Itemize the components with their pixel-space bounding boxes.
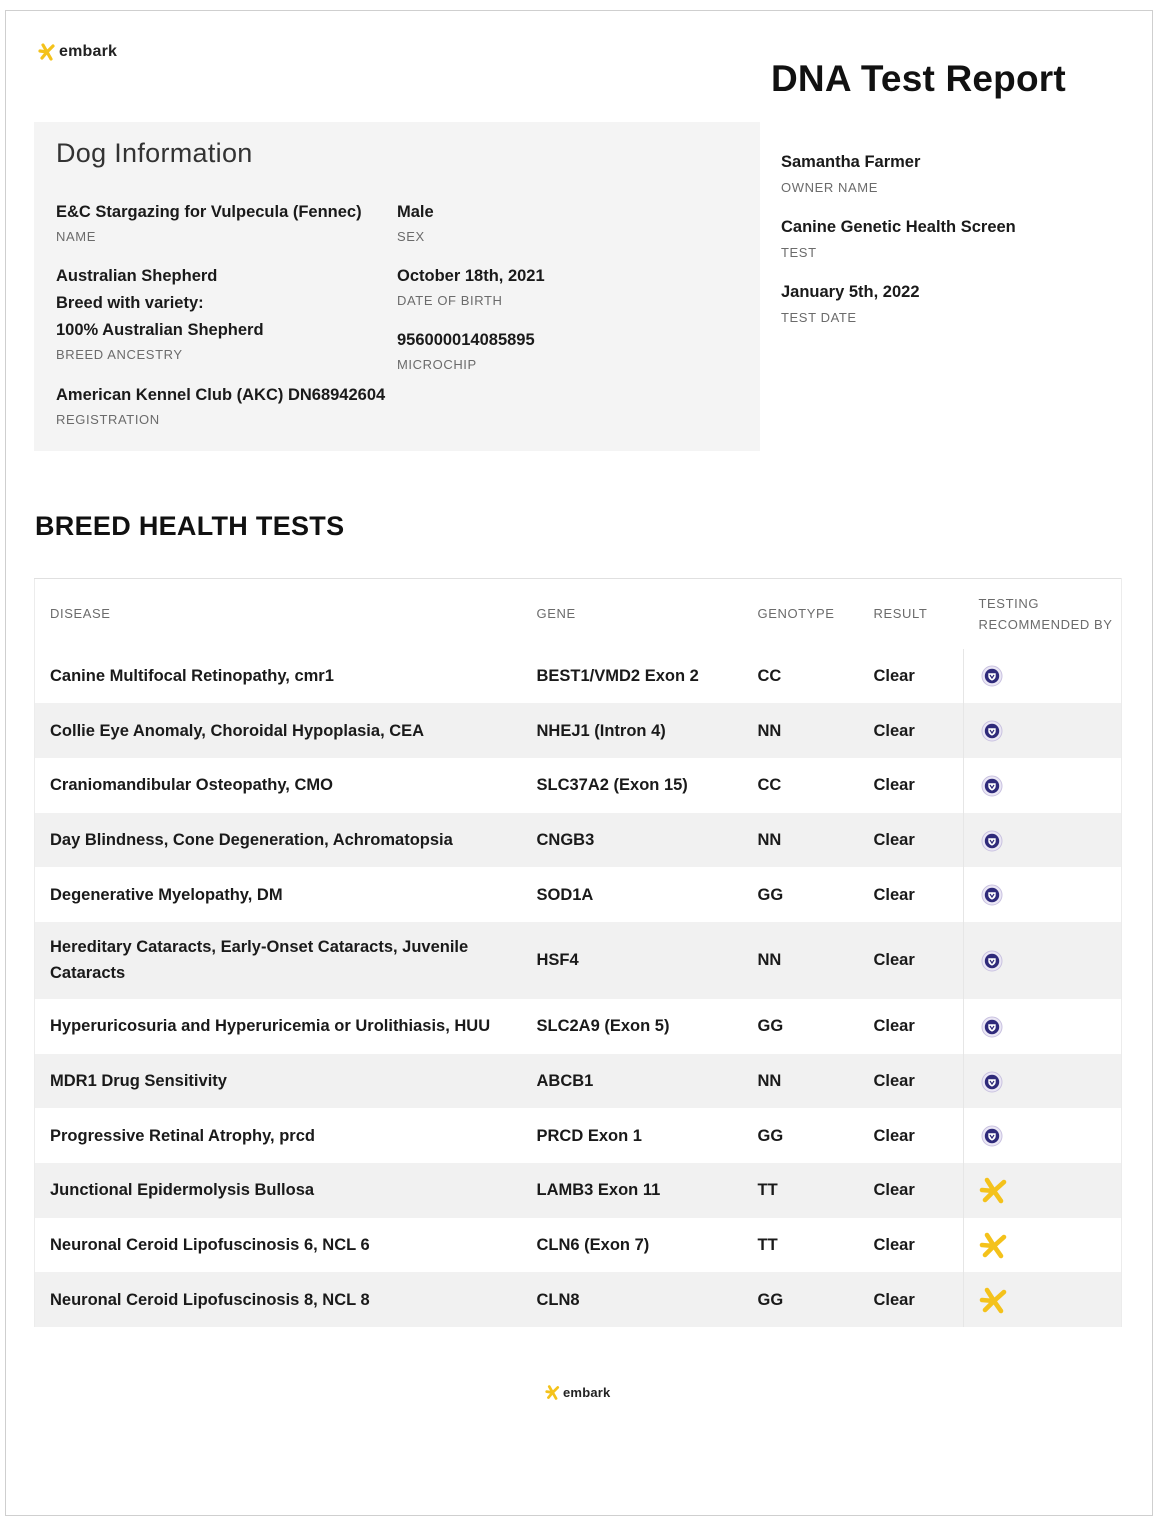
cell-recommended-by bbox=[964, 867, 1122, 922]
cell-disease: Progressive Retinal Atrophy, prcd bbox=[35, 1108, 537, 1163]
cell-result: Clear bbox=[874, 1272, 964, 1327]
ofa-shield-icon bbox=[979, 886, 1003, 904]
cell-gene: SLC2A9 (Exon 5) bbox=[537, 999, 758, 1054]
breed-line-1: Australian Shepherd bbox=[56, 267, 218, 285]
report-title: DNA Test Report bbox=[771, 58, 1066, 99]
embark-wordmark: embark bbox=[59, 43, 118, 60]
cell-genotype: CC bbox=[758, 649, 874, 704]
ofa-shield-icon bbox=[979, 722, 1003, 740]
breed-health-tests-title: BREED HEALTH TESTS bbox=[35, 511, 345, 541]
cell-genotype: NN bbox=[758, 1054, 874, 1109]
cell-disease: Hereditary Cataracts, Early-Onset Cataracts, Juvenile Cataracts bbox=[35, 922, 537, 999]
cell-result: Clear bbox=[874, 999, 964, 1054]
cell-result: Clear bbox=[874, 922, 964, 999]
cell-gene: BEST1/VMD2 Exon 2 bbox=[537, 649, 758, 704]
cell-recommended-by bbox=[964, 999, 1122, 1054]
cell-recommended-by bbox=[964, 758, 1122, 813]
cell-disease: MDR1 Drug Sensitivity bbox=[35, 1054, 537, 1109]
cell-recommended-by bbox=[964, 1272, 1122, 1327]
cell-gene: PRCD Exon 1 bbox=[537, 1108, 758, 1163]
cell-genotype: GG bbox=[758, 999, 874, 1054]
embark-star-icon bbox=[979, 1181, 1013, 1199]
column-header-disease: DISEASE bbox=[35, 579, 537, 649]
test-date-value: January 5th, 2022 bbox=[781, 283, 920, 301]
column-header-recommended-by bbox=[964, 579, 1122, 649]
cell-result: Clear bbox=[874, 1054, 964, 1109]
cell-recommended-by bbox=[964, 922, 1122, 999]
cell-result: Clear bbox=[874, 758, 964, 813]
table-row bbox=[35, 1272, 1122, 1327]
cell-gene: ABCB1 bbox=[537, 1054, 758, 1109]
column-header-genotype: GENOTYPE bbox=[758, 579, 874, 649]
ofa-shield-icon bbox=[979, 1127, 1003, 1145]
dog-sex-field bbox=[397, 199, 434, 244]
column-header-recommended-line1: TESTING bbox=[978, 595, 1040, 611]
breed-line-3: 100% Australian Shepherd bbox=[56, 321, 264, 339]
cell-genotype: NN bbox=[758, 922, 874, 999]
table-row bbox=[35, 813, 1122, 868]
test-field bbox=[781, 218, 1016, 260]
cell-genotype: TT bbox=[758, 1163, 874, 1218]
date-of-birth-label: DATE OF BIRTH bbox=[397, 293, 503, 308]
date-of-birth-value: October 18th, 2021 bbox=[397, 267, 545, 285]
cell-recommended-by bbox=[964, 1054, 1122, 1109]
breed-health-tests-table bbox=[34, 578, 1122, 1327]
ofa-shield-icon bbox=[979, 776, 1003, 794]
embark-star-icon bbox=[38, 42, 58, 62]
table-row bbox=[35, 867, 1122, 922]
test-value: Canine Genetic Health Screen bbox=[781, 218, 1016, 236]
table-row bbox=[35, 1163, 1122, 1218]
table-row bbox=[35, 1054, 1122, 1109]
cell-genotype: GG bbox=[758, 1108, 874, 1163]
owner-name-label: OWNER NAME bbox=[781, 180, 878, 195]
cell-genotype: NN bbox=[758, 813, 874, 868]
cell-gene: CNGB3 bbox=[537, 813, 758, 868]
cell-disease: Degenerative Myelopathy, DM bbox=[35, 867, 537, 922]
dog-information-panel bbox=[34, 122, 760, 451]
embark-footer-logo bbox=[545, 1384, 610, 1401]
registration-value: American Kennel Club (AKC) DN68942604 bbox=[56, 386, 386, 404]
cell-disease: Neuronal Ceroid Lipofuscinosis 6, NCL 6 bbox=[35, 1218, 537, 1273]
embark-footer-wordmark: embark bbox=[563, 1385, 611, 1400]
cell-recommended-by bbox=[964, 703, 1122, 758]
owner-name-field bbox=[781, 153, 920, 195]
column-header-recommended-line2: RECOMMENDED BY bbox=[978, 616, 1113, 632]
cell-disease: Neuronal Ceroid Lipofuscinosis 8, NCL 8 bbox=[35, 1272, 537, 1327]
cell-recommended-by bbox=[964, 1108, 1122, 1163]
cell-disease: Craniomandibular Osteopathy, CMO bbox=[35, 758, 537, 813]
column-header-gene: GENE bbox=[537, 579, 758, 649]
cell-recommended-by bbox=[964, 649, 1122, 704]
table-row bbox=[35, 758, 1122, 813]
cell-result: Clear bbox=[874, 1108, 964, 1163]
test-label: TEST bbox=[781, 245, 817, 260]
cell-gene: NHEJ1 (Intron 4) bbox=[537, 703, 758, 758]
test-date-field bbox=[781, 283, 920, 325]
cell-genotype: NN bbox=[758, 703, 874, 758]
cell-disease: Junctional Epidermolysis Bullosa bbox=[35, 1163, 537, 1218]
microchip-value: 956000014085895 bbox=[397, 331, 535, 349]
cell-result: Clear bbox=[874, 867, 964, 922]
cell-recommended-by bbox=[964, 813, 1122, 868]
cell-recommended-by bbox=[964, 1218, 1122, 1273]
date-of-birth-field bbox=[397, 263, 545, 308]
cell-result: Clear bbox=[874, 703, 964, 758]
cell-recommended-by bbox=[964, 1163, 1122, 1218]
table-row bbox=[35, 703, 1122, 758]
embark-star-icon bbox=[979, 1290, 1013, 1308]
cell-result: Clear bbox=[874, 1218, 964, 1273]
cell-gene: SOD1A bbox=[537, 867, 758, 922]
registration-label: REGISTRATION bbox=[56, 412, 160, 427]
cell-gene: HSF4 bbox=[537, 922, 758, 999]
table-row bbox=[35, 649, 1122, 704]
breed-ancestry-label: BREED ANCESTRY bbox=[56, 347, 183, 362]
dog-sex-value: Male bbox=[397, 203, 434, 221]
breed-ancestry-field bbox=[56, 263, 264, 362]
dog-sex-label: SEX bbox=[397, 229, 425, 244]
cell-genotype: TT bbox=[758, 1218, 874, 1273]
cell-gene: SLC37A2 (Exon 15) bbox=[537, 758, 758, 813]
dog-name-field bbox=[56, 199, 362, 244]
cell-genotype: CC bbox=[758, 758, 874, 813]
cell-result: Clear bbox=[874, 1163, 964, 1218]
ofa-shield-icon bbox=[979, 667, 1003, 685]
cell-disease: Hyperuricosuria and Hyperuricemia or Urolithiasis, HUU bbox=[35, 999, 537, 1054]
cell-gene: CLN8 bbox=[537, 1272, 758, 1327]
test-date-label: TEST DATE bbox=[781, 310, 857, 325]
cell-result: Clear bbox=[874, 813, 964, 868]
table-row bbox=[35, 922, 1122, 999]
owner-name-value: Samantha Farmer bbox=[781, 153, 921, 171]
table-row bbox=[35, 999, 1122, 1054]
breed-line-2: Breed with variety: bbox=[56, 294, 204, 312]
cell-gene: LAMB3 Exon 11 bbox=[537, 1163, 758, 1218]
registration-field bbox=[56, 382, 385, 427]
cell-disease: Day Blindness, Cone Degeneration, Achromatopsia bbox=[35, 813, 537, 868]
ofa-shield-icon bbox=[979, 951, 1003, 969]
table-row bbox=[35, 1218, 1122, 1273]
ofa-shield-icon bbox=[979, 1017, 1003, 1035]
microchip-label: MICROCHIP bbox=[397, 357, 477, 372]
dog-information-heading: Dog Information bbox=[56, 138, 253, 168]
ofa-shield-icon bbox=[979, 831, 1003, 849]
column-header-result: RESULT bbox=[874, 579, 964, 649]
microchip-field bbox=[397, 327, 535, 372]
dog-name-label: NAME bbox=[56, 229, 96, 244]
embark-star-icon bbox=[979, 1235, 1013, 1253]
cell-disease: Canine Multifocal Retinopathy, cmr1 bbox=[35, 649, 537, 704]
cell-disease: Collie Eye Anomaly, Choroidal Hypoplasia, CEA bbox=[35, 703, 537, 758]
cell-result: Clear bbox=[874, 649, 964, 704]
cell-gene: CLN6 (Exon 7) bbox=[537, 1218, 758, 1273]
dog-name-value: E&C Stargazing for Vulpecula (Fennec) bbox=[56, 203, 362, 221]
ofa-shield-icon bbox=[979, 1072, 1003, 1090]
embark-star-icon bbox=[545, 1384, 562, 1401]
table-header-row bbox=[35, 579, 1122, 649]
embark-logo bbox=[38, 42, 117, 62]
cell-genotype: GG bbox=[758, 867, 874, 922]
table-row bbox=[35, 1108, 1122, 1163]
cell-genotype: GG bbox=[758, 1272, 874, 1327]
